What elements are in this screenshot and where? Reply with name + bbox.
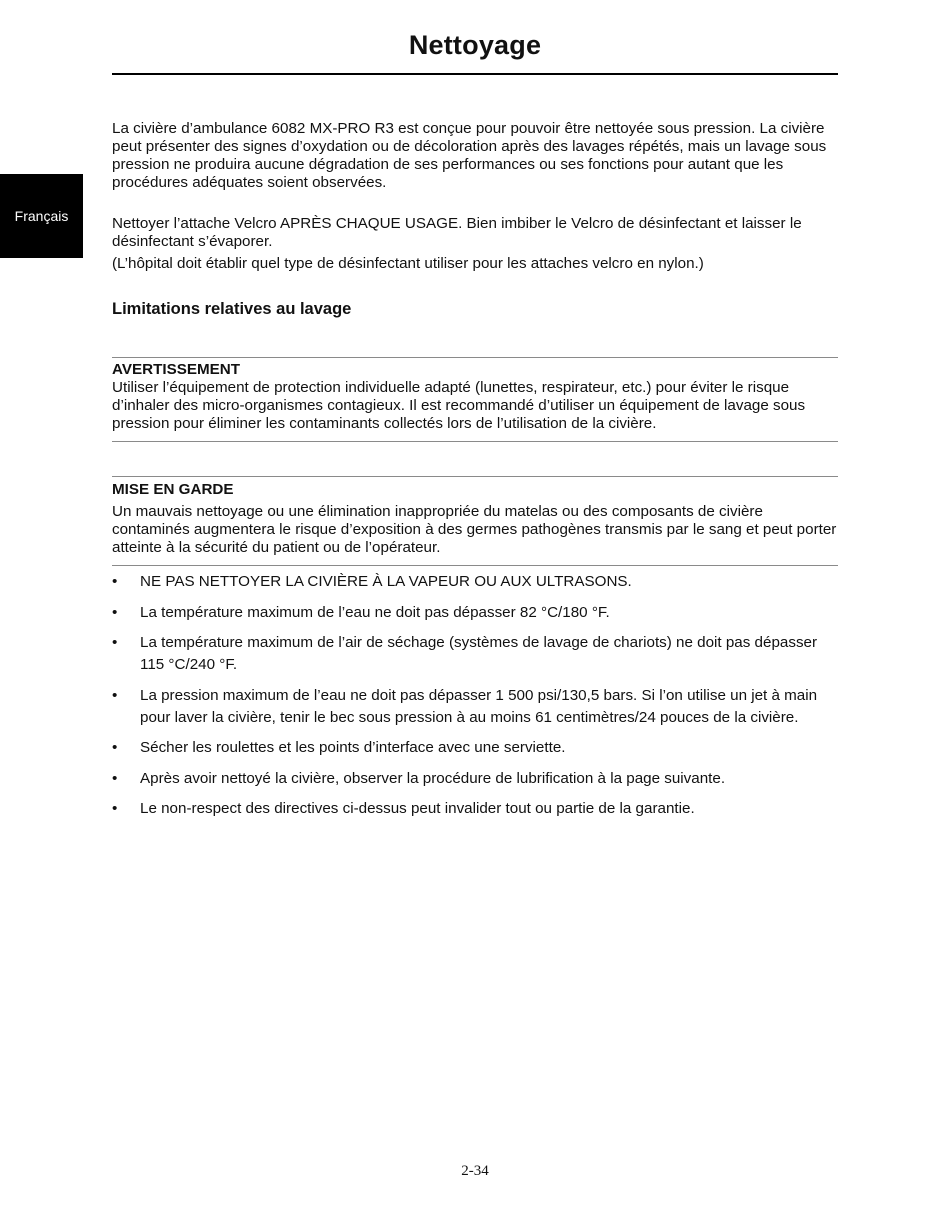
list-item	[112, 685, 842, 729]
caution-top-rule	[112, 476, 838, 477]
bullet-icon: •	[112, 769, 118, 787]
list-item-text: Après avoir nettoyé la civière, observer la procédure de lubrification à la page suivante.	[140, 769, 726, 787]
list-item	[112, 632, 842, 676]
velcro-paragraph: Nettoyer l’attache Velcro APRÈS CHAQUE USAGE. Bien imbiber le Velcro de désinfectant et laisser le désinfectant s’évaporer.	[112, 215, 802, 250]
bullet-icon: •	[112, 603, 118, 621]
warning-bottom-rule	[112, 441, 838, 442]
language-tab-label: Français	[14, 208, 69, 224]
caution-text: Un mauvais nettoyage ou une élimination inappropriée du matelas ou des composants de civière contaminés augmentera le risque d’exposition à des germes pathogènes transmis par le sang et peut porter atteinte à la sécurité du patient ou de l’opérateur.	[112, 503, 837, 556]
list-item	[112, 602, 842, 624]
warning-title: AVERTISSEMENT	[112, 361, 240, 378]
warning-top-rule	[112, 357, 838, 358]
language-tab	[0, 174, 83, 258]
intro-section	[112, 120, 842, 192]
list-item-text: La température maximum de l’eau ne doit pas dépasser 82 °C/180 °F.	[140, 603, 610, 621]
intro-paragraph: La civière d’ambulance 6082 MX-PRO R3 est conçue pour pouvoir être nettoyée sous pression. La civière peut présenter des signes d’oxydation ou de décoloration après des lavages répétés, mais un lavage sous pression ne produira aucune dégradation de ses performances ou ses fonctions pour autant que les procédures adéquates soient observées.	[112, 120, 827, 191]
caution-bottom-rule	[112, 565, 838, 566]
bullet-icon: •	[112, 800, 118, 817]
caution-title: MISE EN GARDE	[112, 481, 234, 498]
bullet-icon: •	[112, 634, 118, 651]
list-item-text: La pression maximum de l’eau ne doit pas dépasser 1 500 psi/130,5 bars. Si l’on utilise un jet à main pour laver la civière, tenir le bec sous pression à au moins 61 centimètres/24 pouces de la civière.	[140, 686, 818, 726]
title-divider	[112, 73, 838, 75]
list-item-text: NE PAS NETTOYER LA CIVIÈRE À LA VAPEUR OU AUX ULTRASONS.	[140, 573, 632, 590]
disinfectant-note: (L’hôpital doit établir quel type de désinfectant utiliser pour les attaches velcro en nylon.)	[112, 255, 704, 272]
list-item	[112, 798, 842, 820]
list-item-text: La température maximum de l’air de séchage (systèmes de lavage de chariots) ne doit pas dépasser 115 °C/240 °F.	[140, 634, 818, 673]
section-heading: Limitations relatives au lavage	[112, 300, 352, 318]
list-item	[112, 768, 842, 790]
list-item-text: Le non-respect des directives ci-dessus peut invalider tout ou partie de la garantie.	[140, 800, 695, 817]
list-item	[112, 737, 842, 759]
bullet-icon: •	[112, 686, 118, 704]
list-item-text: Sécher les roulettes et les points d’interface avec une serviette.	[140, 739, 566, 756]
washing-limitations-list	[112, 571, 842, 829]
bullet-icon: •	[112, 573, 118, 590]
list-item	[112, 571, 842, 593]
warning-text: Utiliser l’équipement de protection individuelle adapté (lunettes, respirateur, etc.) pour éviter le risque d’inhaler des micro-organismes contagieux. Il est recommandé d’utiliser un équipement de lavage sous pression pour éliminer les contaminants collectés lors de l’utilisation de la civière.	[112, 379, 806, 432]
page-number: 2-34	[461, 1163, 489, 1179]
page-title: Nettoyage	[408, 30, 542, 60]
bullet-icon: •	[112, 739, 118, 756]
